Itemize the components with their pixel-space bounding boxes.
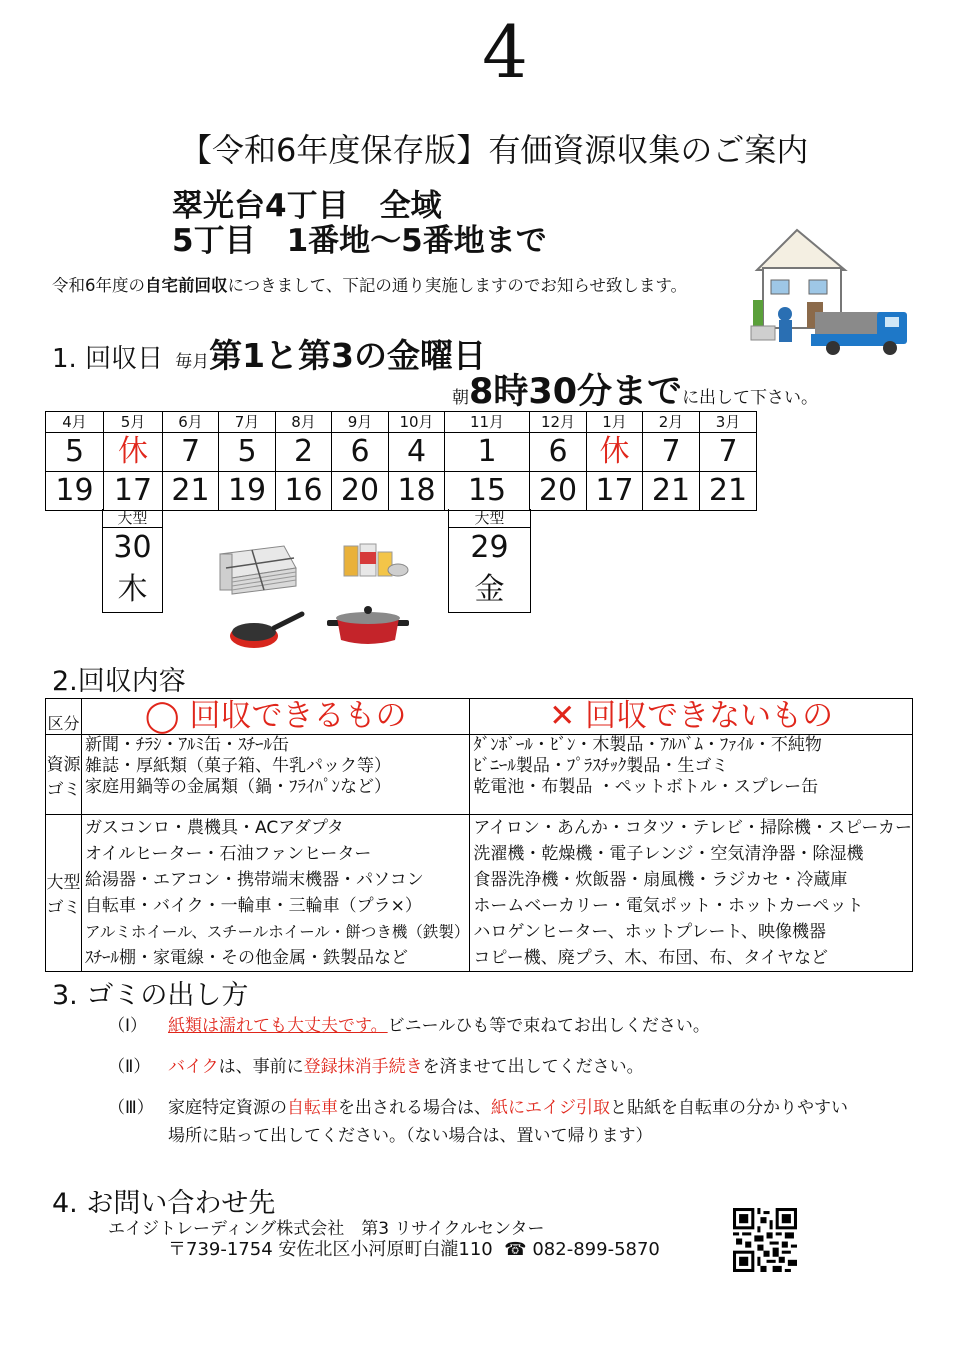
calendar-first-row <box>46 433 757 472</box>
third-friday-cell: 20 <box>332 472 389 511</box>
item-line: 家庭用鍋等の金属類（鍋・ﾌﾗｲﾊﾟﾝなど） <box>84 777 391 797</box>
third-friday-cell: 16 <box>276 472 332 511</box>
month-cell: 10月 <box>389 412 445 433</box>
large-label: 大型 <box>103 509 162 528</box>
monthly-label: 毎月 <box>175 352 210 372</box>
non-collectable-cell <box>470 735 913 815</box>
first-friday-cell: 1 <box>445 433 530 472</box>
third-friday-cell: 21 <box>163 472 219 511</box>
cans-icon <box>340 538 410 580</box>
calendar-table <box>45 411 757 511</box>
month-cell: 5月 <box>104 412 163 433</box>
category-cell: 大型ゴミ <box>46 815 82 972</box>
third-friday-cell: 17 <box>104 472 163 511</box>
section3-heading: 3. ゴミの出し方 <box>52 980 249 1011</box>
calendar-third-row <box>46 472 757 511</box>
rule2-number: （Ⅱ） <box>108 1057 151 1077</box>
category-cell: 資源ゴミ <box>46 735 82 815</box>
first-friday-cell: 5 <box>46 433 104 472</box>
large-label: 大型 <box>449 509 530 528</box>
rule3-highlight-paper: 紙にエイジ引取 <box>491 1098 610 1118</box>
item-line: ガスコンロ・農機具・ACアダプタ <box>84 818 344 838</box>
first-friday-cell: 7 <box>643 433 700 472</box>
contact-address <box>168 1238 660 1262</box>
third-friday-cell: 21 <box>700 472 757 511</box>
first-friday-cell: 2 <box>276 433 332 472</box>
intro-after: につきまして、下記の通り実施しますのでお知らせ致します。 <box>227 276 688 295</box>
large-weekday: 金 <box>474 572 505 607</box>
collection-days: 第1と第3の金曜日 <box>209 336 487 375</box>
phone-icon: ☎ <box>504 1239 527 1260</box>
rule2-highlight-bike: バイク <box>168 1057 219 1077</box>
calendar-month-row <box>46 412 757 433</box>
month-cell: 8月 <box>276 412 332 433</box>
area-line-1: 翠光台4丁目 全域 <box>172 188 442 224</box>
month-cell: 3月 <box>700 412 757 433</box>
third-friday-cell: 20 <box>530 472 587 511</box>
month-cell: 2月 <box>643 412 700 433</box>
month-cell: 12月 <box>530 412 587 433</box>
time-suffix: に出して下さい。 <box>682 388 819 408</box>
rule2-text-1: は、事前に <box>218 1057 304 1077</box>
newspaper-icon <box>212 538 300 596</box>
collectable-cell <box>81 815 469 972</box>
item-line: 給湯器・エアコン・携帯端末機器・パソコン <box>84 870 424 890</box>
page-number: 4 <box>482 10 528 94</box>
third-friday-cell: 15 <box>445 472 530 511</box>
large-collection-nov <box>448 509 531 613</box>
item-line: 洗濯機・乾燥機・電子レンジ・空気清浄器・除湿機 <box>473 844 864 864</box>
rule3-text-1: 家庭特定資源の <box>168 1098 287 1118</box>
item-line: ｽﾁｰﾙ棚・家電線・その他金属・鉄製品など <box>84 948 408 968</box>
third-friday-cell: 19 <box>46 472 104 511</box>
rule1-rest: ビニールひも等で束ねてお出しください。 <box>387 1016 710 1036</box>
first-friday-cell: 休 <box>104 433 163 472</box>
intro-text <box>52 274 687 298</box>
rule3-text <box>168 1096 848 1120</box>
month-cell: 11月 <box>445 412 530 433</box>
third-friday-cell: 17 <box>587 472 643 511</box>
item-line: コピー機、廃プラ、木、布団、布、タイヤなど <box>473 948 829 968</box>
month-cell: 9月 <box>332 412 389 433</box>
non-collectable-cell <box>470 815 913 972</box>
house-truck-illustration <box>745 222 915 357</box>
intro-bold: 自宅前回収 <box>145 276 228 295</box>
area-line-2: 5丁目 1番地～5番地まで <box>172 223 547 259</box>
item-line: ハロゲンヒーター、ホットプレート、映像機器 <box>473 922 826 942</box>
item-line: ﾋﾞﾆｰﾙ製品・ﾌﾟﾗｽﾁｯｸ製品・生ゴミ <box>473 756 729 776</box>
postal-mark-icon: 〒 <box>168 1239 186 1260</box>
third-friday-cell: 19 <box>219 472 276 511</box>
item-line: アルミホイール、スチールホイール・餅つき機（鉄製） <box>84 923 470 941</box>
item-line: 乾電池・布製品 ・ペットボトル・スプレー缶 <box>473 777 819 797</box>
collection-items-table <box>45 698 913 972</box>
first-friday-cell: 休 <box>587 433 643 472</box>
large-weekday: 木 <box>117 572 148 607</box>
rule3-number: （Ⅲ） <box>108 1098 154 1118</box>
collectable-header: ◯ 回収できるもの <box>81 699 469 735</box>
postal-address: 739-1754 安佐北区小河原町白瀧110 <box>186 1239 493 1260</box>
intro-before: 令和6年度の <box>52 276 145 295</box>
rule3-highlight-bicycle: 自転車 <box>287 1098 338 1118</box>
rule3-text-line2: 場所に貼って出してください。（ない場合は、置いて帰ります） <box>168 1126 653 1146</box>
item-line: オイルヒーター・石油ファンヒーター <box>84 844 372 864</box>
item-line: 新聞・ﾁﾗｼ・ｱﾙﾐ缶・ｽﾁｰﾙ缶 <box>84 735 289 755</box>
rule3-text-3: と貼紙を自転車の分かりやすい <box>610 1098 848 1118</box>
item-line: ホームベーカリー・電気ポット・ホットカーペット <box>473 896 864 916</box>
item-line: 雑誌・厚紙類（菓子箱、牛乳パック等） <box>84 756 391 776</box>
first-friday-cell: 6 <box>332 433 389 472</box>
category-header: 区分 <box>46 699 82 735</box>
qr-code-icon <box>733 1208 797 1272</box>
month-cell: 1月 <box>587 412 643 433</box>
page-title: 【令和6年度保存版】有価資源収集のご案内 <box>180 131 809 169</box>
first-friday-cell: 6 <box>530 433 587 472</box>
large-day: 29 <box>470 530 509 565</box>
collection-time: 8時30分まで <box>469 372 683 412</box>
item-line: ﾀﾞﾝﾎﾞｰﾙ・ﾋﾞﾝ・木製品・ｱﾙﾊﾞﾑ・ﾌｧｲﾙ・不純物 <box>473 735 822 755</box>
third-friday-cell: 21 <box>643 472 700 511</box>
rule1-highlight: 紙類は濡れても大丈夫です。 <box>168 1016 388 1036</box>
rule3-text-2: を出される場合は、 <box>338 1098 491 1118</box>
pot-icon <box>325 602 411 648</box>
first-friday-cell: 7 <box>163 433 219 472</box>
collectable-cell <box>81 735 469 815</box>
month-cell: 6月 <box>163 412 219 433</box>
rule2-text-2: を済ませて出してください。 <box>422 1057 644 1077</box>
rule1-text <box>168 1014 710 1038</box>
month-cell: 7月 <box>219 412 276 433</box>
company-name: エイジトレーディング株式会社 第3 リサイクルセンター <box>108 1219 545 1239</box>
item-line: 食器洗浄機・炊飯器・扇風機・ラジカセ・冷蔵庫 <box>473 870 848 890</box>
item-line: アイロン・あんか・コタツ・テレビ・掃除機・スピーカー <box>473 818 912 838</box>
first-friday-cell: 5 <box>219 433 276 472</box>
large-day: 30 <box>113 530 152 565</box>
resource-waste-row <box>46 735 913 815</box>
time-prefix: 朝 <box>452 388 469 408</box>
month-cell: 4月 <box>46 412 104 433</box>
frying-pan-icon <box>228 610 306 652</box>
third-friday-cell: 18 <box>389 472 445 511</box>
items-header-row <box>46 699 913 735</box>
section4-heading: 4. お問い合わせ先 <box>52 1188 276 1219</box>
section1-title: 1. 回収日 <box>52 344 164 374</box>
phone-number: 082-899-5870 <box>532 1239 660 1260</box>
item-line: 自転車・バイク・一輪車・三輪車（プラ×） <box>84 896 422 916</box>
large-waste-row <box>46 815 913 972</box>
first-friday-cell: 4 <box>389 433 445 472</box>
large-collection-may <box>102 509 163 613</box>
first-friday-cell: 7 <box>700 433 757 472</box>
rule1-number: （Ⅰ） <box>108 1016 148 1036</box>
section2-heading: 2.回収内容 <box>52 666 186 697</box>
non-collectable-header: ✕ 回収できないもの <box>470 699 913 735</box>
section1-heading <box>52 336 486 382</box>
rule2-text <box>168 1055 644 1079</box>
rule2-highlight-procedure: 登録抹消手続き <box>303 1057 423 1077</box>
